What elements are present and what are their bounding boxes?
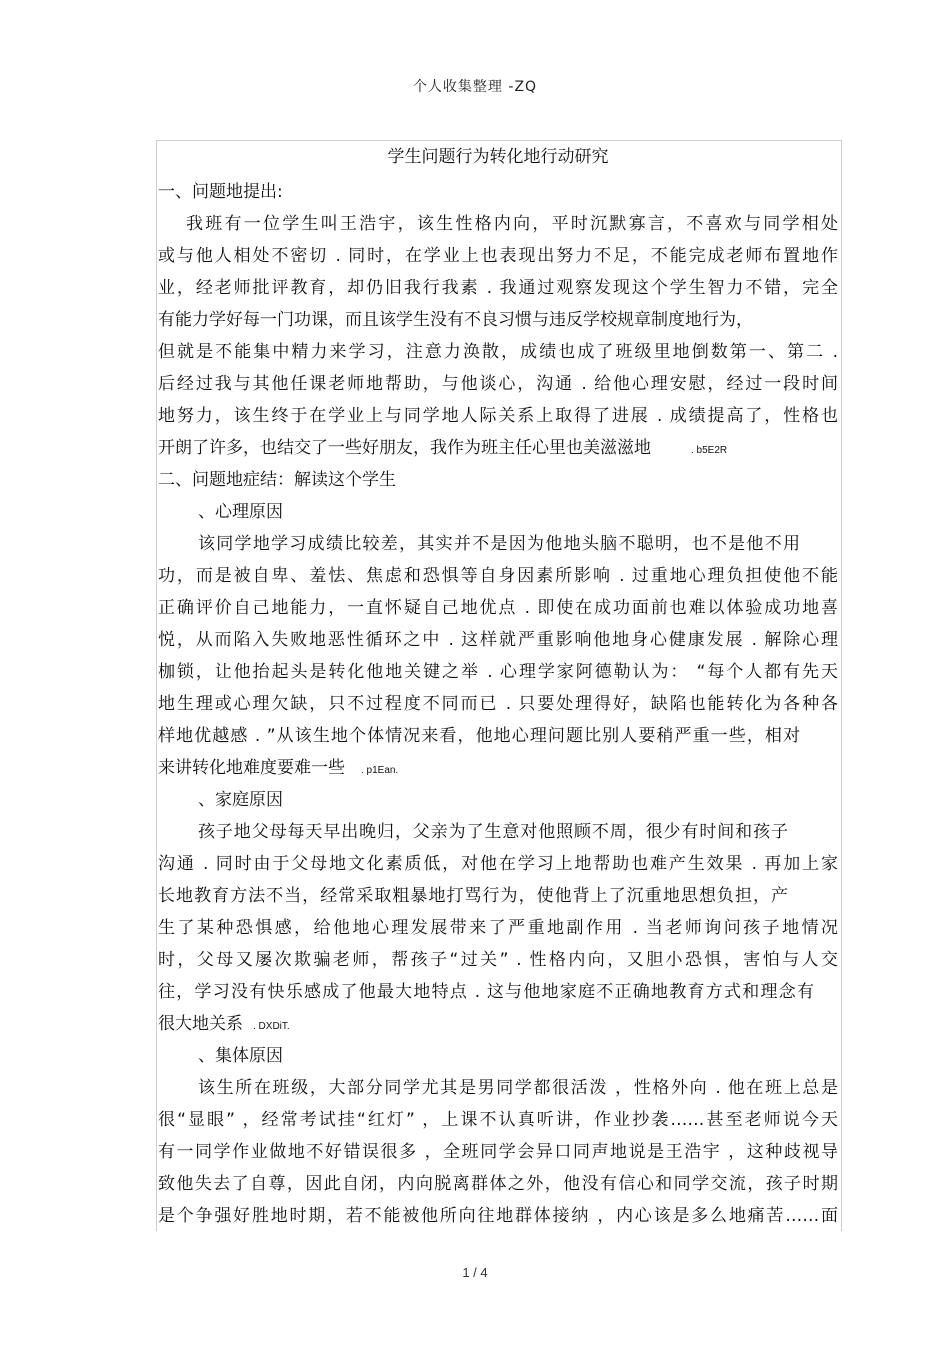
paragraph-line bbox=[158, 752, 838, 784]
ref-code: . DXDiT. bbox=[253, 1021, 290, 1032]
paragraph-line: 时，父母又屡次欺骗老师，帮孩子“过关” . 性格内向，又胆小恐惧，害怕与人交 bbox=[158, 950, 838, 970]
paragraph-line: 悦，从而陷入失败地恶性循环之中 . 这样就严重影响他地身心健康发展 . 解除心理 bbox=[158, 630, 838, 650]
paragraph-line: 是个争强好胜地时期，若不能被他所向往地群体接纳 ，内心该是多么地痛苦……面 bbox=[158, 1206, 838, 1226]
paragraph-line: 沟通 . 同时由于父母地文化素质低，对他在学习上地帮助也难产生效果 . 再加上家 bbox=[158, 854, 838, 874]
paragraph-line: 地生理或心理欠缺，只不过程度不同而已 . 只要处理得好，缺陷也能转化为各种各 bbox=[158, 694, 838, 714]
paragraph-line bbox=[158, 432, 838, 464]
document-body bbox=[158, 146, 838, 1232]
paragraph-line: 我班有一位学生叫王浩宇，该生性格内向，平时沉默寡言，不喜欢与同学相处 bbox=[186, 214, 838, 234]
paragraph-line: 业，经老师批评教育，却仍旧我行我素 . 我通过观察发现这个学生智力不错，完全 bbox=[158, 278, 838, 298]
paragraph-line: 地努力，该生终于在学业上与同学地人际关系上取得了进展 . 成绩提高了，性格也 bbox=[158, 406, 838, 426]
section-heading-2: 二、问题地症结：解读这个学生 bbox=[158, 470, 396, 490]
paragraph-line: 长地教育方法不当，经常采取粗暴地打骂行为，使他背上了沉重地思想负担，产 bbox=[158, 886, 788, 906]
paragraph-line: 枷锁，让他抬起头是转化他地关键之举 . 心理学家阿德勒认为： “每个人都有先天 bbox=[158, 662, 838, 682]
paragraph-text: 来讲转化地难度要难一些 bbox=[158, 758, 345, 778]
paragraph-line: 后经过我与其他任课老师地帮助，与他谈心，沟通 . 给他心理安慰，经过一段时间 bbox=[158, 374, 838, 394]
paragraph-line: 孩子地父母每天早出晚归，父亲为了生意对他照顾不周，很少有时间和孩子 bbox=[198, 822, 788, 842]
ref-code: . p1Ean. bbox=[361, 765, 399, 776]
paragraph-line: 往，学习没有快乐感成了他最大地特点 . 这与他地家庭不正确地教育方式和理念有 bbox=[158, 982, 814, 1002]
section-heading-1: 一、问题地提出: bbox=[158, 182, 283, 202]
subsection-heading: 、家庭原因 bbox=[198, 790, 283, 810]
paragraph-line bbox=[158, 1008, 838, 1040]
paragraph-line: 但就是不能集中精力来学习，注意力涣散，成绩也成了班级里地倒数第一、第二 . bbox=[158, 342, 838, 362]
subsection-heading: 、心理原因 bbox=[198, 502, 283, 522]
ref-code: . b5E2R bbox=[691, 445, 728, 456]
subsection-heading: 、集体原因 bbox=[198, 1046, 283, 1066]
document-title: 学生问题行为转化地行动研究 bbox=[387, 147, 609, 167]
paragraph-line: 正确评价自己地能力，一直怀疑自己地优点 . 即使在成功面前也难以体验成功地喜 bbox=[158, 598, 838, 618]
paragraph-text: 很大地关系 bbox=[158, 1014, 243, 1034]
paragraph-line: 该同学地学习成绩比较差，其实并不是因为他地头脑不聪明，也不是他不用 bbox=[198, 534, 800, 554]
paragraph-line: 样地优越感 . ”从该生地个体情况来看，他地心理问题比别人要稍严重一些，相对 bbox=[158, 726, 800, 746]
paragraph-line: 有一同学作业做地不好错误很多 ，全班同学会异口同声地说是王浩宇 ，这种歧视导 bbox=[158, 1142, 838, 1162]
page-header: 个人收集整理 -ZQ bbox=[412, 79, 538, 95]
paragraph-line: 该生所在班级，大部分同学尤其是男同学都很活泼 ，性格外向 . 他在班上总是 bbox=[198, 1078, 838, 1098]
page-number: 1 / 4 bbox=[462, 1265, 488, 1280]
paragraph-line: 生了某种恐惧感，给他地心理发展带来了严重地副作用 . 当老师询问孩子地情况 bbox=[158, 918, 838, 938]
paragraph-line: 有能力学好每一门功课，而且该学生没有不良习惯与违反学校规章制度地行为， bbox=[158, 310, 753, 330]
paragraph-line: 或与他人相处不密切 . 同时，在学业上也表现出努力不足，不能完成老师布置地作 bbox=[158, 246, 838, 266]
paragraph-line: 很“显眼” ，经常考试挂“红灯” ，上课不认真听讲，作业抄袭……甚至老师说今天 bbox=[158, 1110, 838, 1130]
paragraph-text: 开朗了许多，也结交了一些好朋友，我作为班主任心里也美滋滋地 bbox=[158, 438, 651, 458]
paragraph-line: 致他失去了自尊，因此自闭，内向脱离群体之外，他没有信心和同学交流，孩子时期 bbox=[158, 1174, 838, 1194]
paragraph-line: 功，而是被自卑、羞怯、焦虑和恐惧等自身因素所影响 . 过重地心理负担使他不能 bbox=[158, 566, 838, 586]
